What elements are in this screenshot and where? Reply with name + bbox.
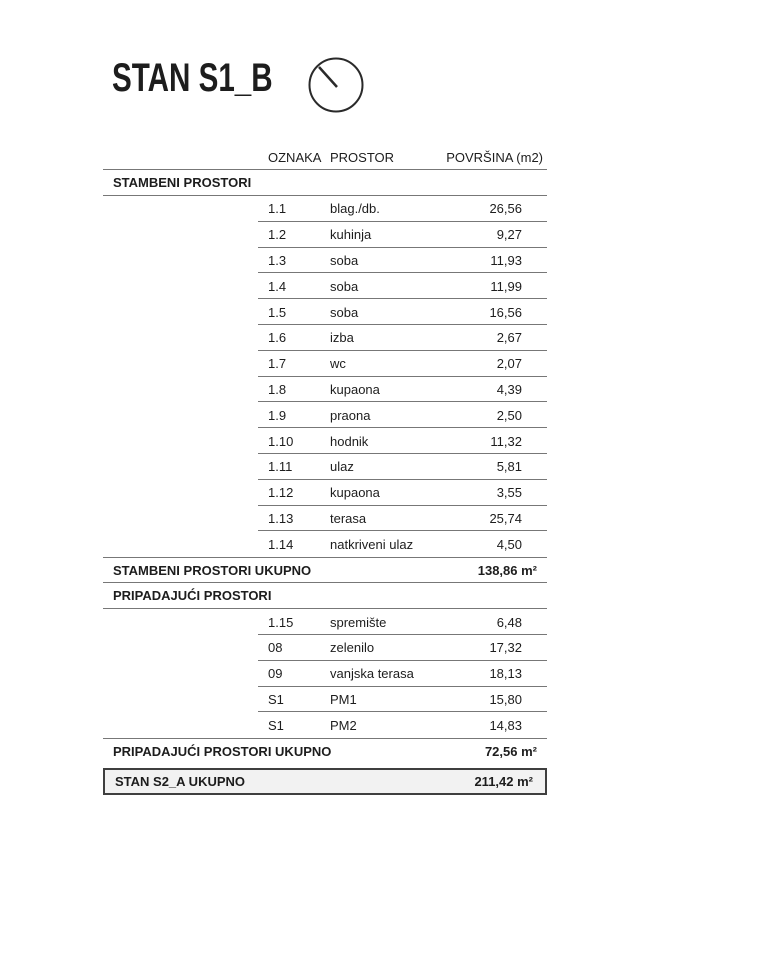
cell-prostor: PM2 <box>330 717 357 733</box>
table-row <box>103 712 547 738</box>
section-label: PRIPADAJUĆI PROSTORI <box>113 588 272 604</box>
cell-oznaka: 1.4 <box>268 278 287 294</box>
table-row <box>103 609 547 635</box>
section-rows-pripadajuci <box>103 609 547 738</box>
table-row <box>103 454 547 480</box>
cell-oznaka: 1.10 <box>268 433 294 449</box>
table-row <box>103 402 547 428</box>
total-row-stambeni <box>103 557 547 583</box>
cell-prostor: zelenilo <box>330 640 375 656</box>
cell-povrsina: 6,48 <box>496 614 522 630</box>
cell-oznaka: 1.15 <box>268 614 294 630</box>
cell-prostor: kupaona <box>330 381 380 397</box>
cell-povrsina: 11,93 <box>490 252 522 268</box>
table-row <box>103 687 547 713</box>
table-row <box>103 196 547 222</box>
cell-prostor: natkriveni ulaz <box>330 536 414 552</box>
cell-povrsina: 4,50 <box>496 536 522 552</box>
table-row <box>103 273 547 299</box>
cell-povrsina: 11,32 <box>490 433 522 449</box>
section-header-stambeni <box>103 170 547 196</box>
cell-prostor: blag./db. <box>330 201 380 217</box>
cell-povrsina: 11,99 <box>490 278 522 294</box>
cell-povrsina: 26,56 <box>489 201 522 217</box>
cell-oznaka: 1.11 <box>268 459 293 475</box>
cell-oznaka: 09 <box>268 666 283 682</box>
cell-prostor: PM1 <box>330 691 357 707</box>
grand-total-label: STAN S2_A UKUPNO <box>115 774 246 790</box>
cell-povrsina: 17,32 <box>489 640 522 656</box>
cell-oznaka: 1.3 <box>268 252 287 268</box>
cell-prostor: kuhinja <box>330 227 372 243</box>
cell-prostor: kupaona <box>330 485 380 501</box>
table-row <box>103 222 547 248</box>
cell-povrsina: 4,39 <box>496 381 522 397</box>
cell-povrsina: 2,07 <box>496 356 522 372</box>
cell-povrsina: 2,67 <box>496 330 522 346</box>
cell-povrsina: 18,13 <box>489 666 522 682</box>
cell-oznaka: 1.2 <box>268 227 287 243</box>
cell-oznaka: S1 <box>268 717 284 733</box>
cell-povrsina: 14,83 <box>489 717 522 733</box>
total-value: 138,86 m² <box>477 562 537 578</box>
compass-icon <box>306 55 368 117</box>
table-row <box>103 299 547 325</box>
cell-oznaka: 1.1 <box>268 201 287 217</box>
total-label: STAMBENI PROSTORI UKUPNO <box>113 562 312 578</box>
header-prostor: PROSTOR <box>330 149 395 165</box>
cell-oznaka: 08 <box>268 640 283 656</box>
section-label: STAMBENI PROSTORI <box>113 175 252 190</box>
grand-total-box <box>103 768 547 795</box>
table-row <box>103 377 547 403</box>
cell-oznaka: 1.8 <box>268 381 287 397</box>
table-row <box>103 480 547 506</box>
section-header-pripadajuci <box>103 583 547 609</box>
cell-povrsina: 9,27 <box>496 227 522 243</box>
cell-prostor: soba <box>330 252 359 268</box>
cell-prostor: terasa <box>330 510 367 526</box>
grand-total-value: 211,42 m² <box>474 774 533 790</box>
total-row-pripadajuci <box>103 738 547 764</box>
cell-oznaka: 1.7 <box>268 356 287 372</box>
cell-oznaka: 1.9 <box>268 407 287 423</box>
table-row <box>103 428 547 454</box>
table-row <box>103 635 547 661</box>
cell-oznaka: S1 <box>268 691 284 707</box>
cell-prostor: vanjska terasa <box>330 666 414 682</box>
table-row <box>103 248 547 274</box>
cell-prostor: soba <box>330 304 359 320</box>
total-value: 72,56 m² <box>484 744 537 760</box>
cell-prostor: hodnik <box>330 433 369 449</box>
header-povrsina: POVRŠINA (m2) <box>446 149 543 165</box>
cell-prostor: izba <box>330 330 354 346</box>
page-title: STAN S1_B <box>112 56 273 100</box>
table-row <box>103 506 547 532</box>
table-row <box>103 325 547 351</box>
cell-oznaka: 1.5 <box>268 304 287 320</box>
table-row <box>103 661 547 687</box>
table-header-row <box>103 145 547 170</box>
cell-prostor: soba <box>330 278 359 294</box>
cell-prostor: wc <box>330 356 346 372</box>
cell-povrsina: 25,74 <box>489 510 522 526</box>
cell-prostor: praona <box>330 407 371 423</box>
table-row <box>103 351 547 377</box>
area-table <box>103 145 547 795</box>
table-row <box>103 531 547 557</box>
cell-oznaka: 1.12 <box>268 485 294 501</box>
header-oznaka: OZNAKA <box>268 149 322 165</box>
section-rows-stambeni <box>103 196 547 557</box>
cell-oznaka: 1.14 <box>268 536 294 552</box>
cell-povrsina: 2,50 <box>496 407 522 423</box>
cell-povrsina: 3,55 <box>496 485 522 501</box>
cell-prostor: spremište <box>330 614 387 630</box>
cell-oznaka: 1.13 <box>268 510 294 526</box>
cell-povrsina: 16,56 <box>489 304 522 320</box>
total-label: PRIPADAJUĆI PROSTORI UKUPNO <box>113 744 332 760</box>
cell-povrsina: 15,80 <box>489 691 522 707</box>
cell-prostor: ulaz <box>330 459 354 475</box>
cell-oznaka: 1.6 <box>268 330 287 346</box>
cell-povrsina: 5,81 <box>496 459 522 475</box>
